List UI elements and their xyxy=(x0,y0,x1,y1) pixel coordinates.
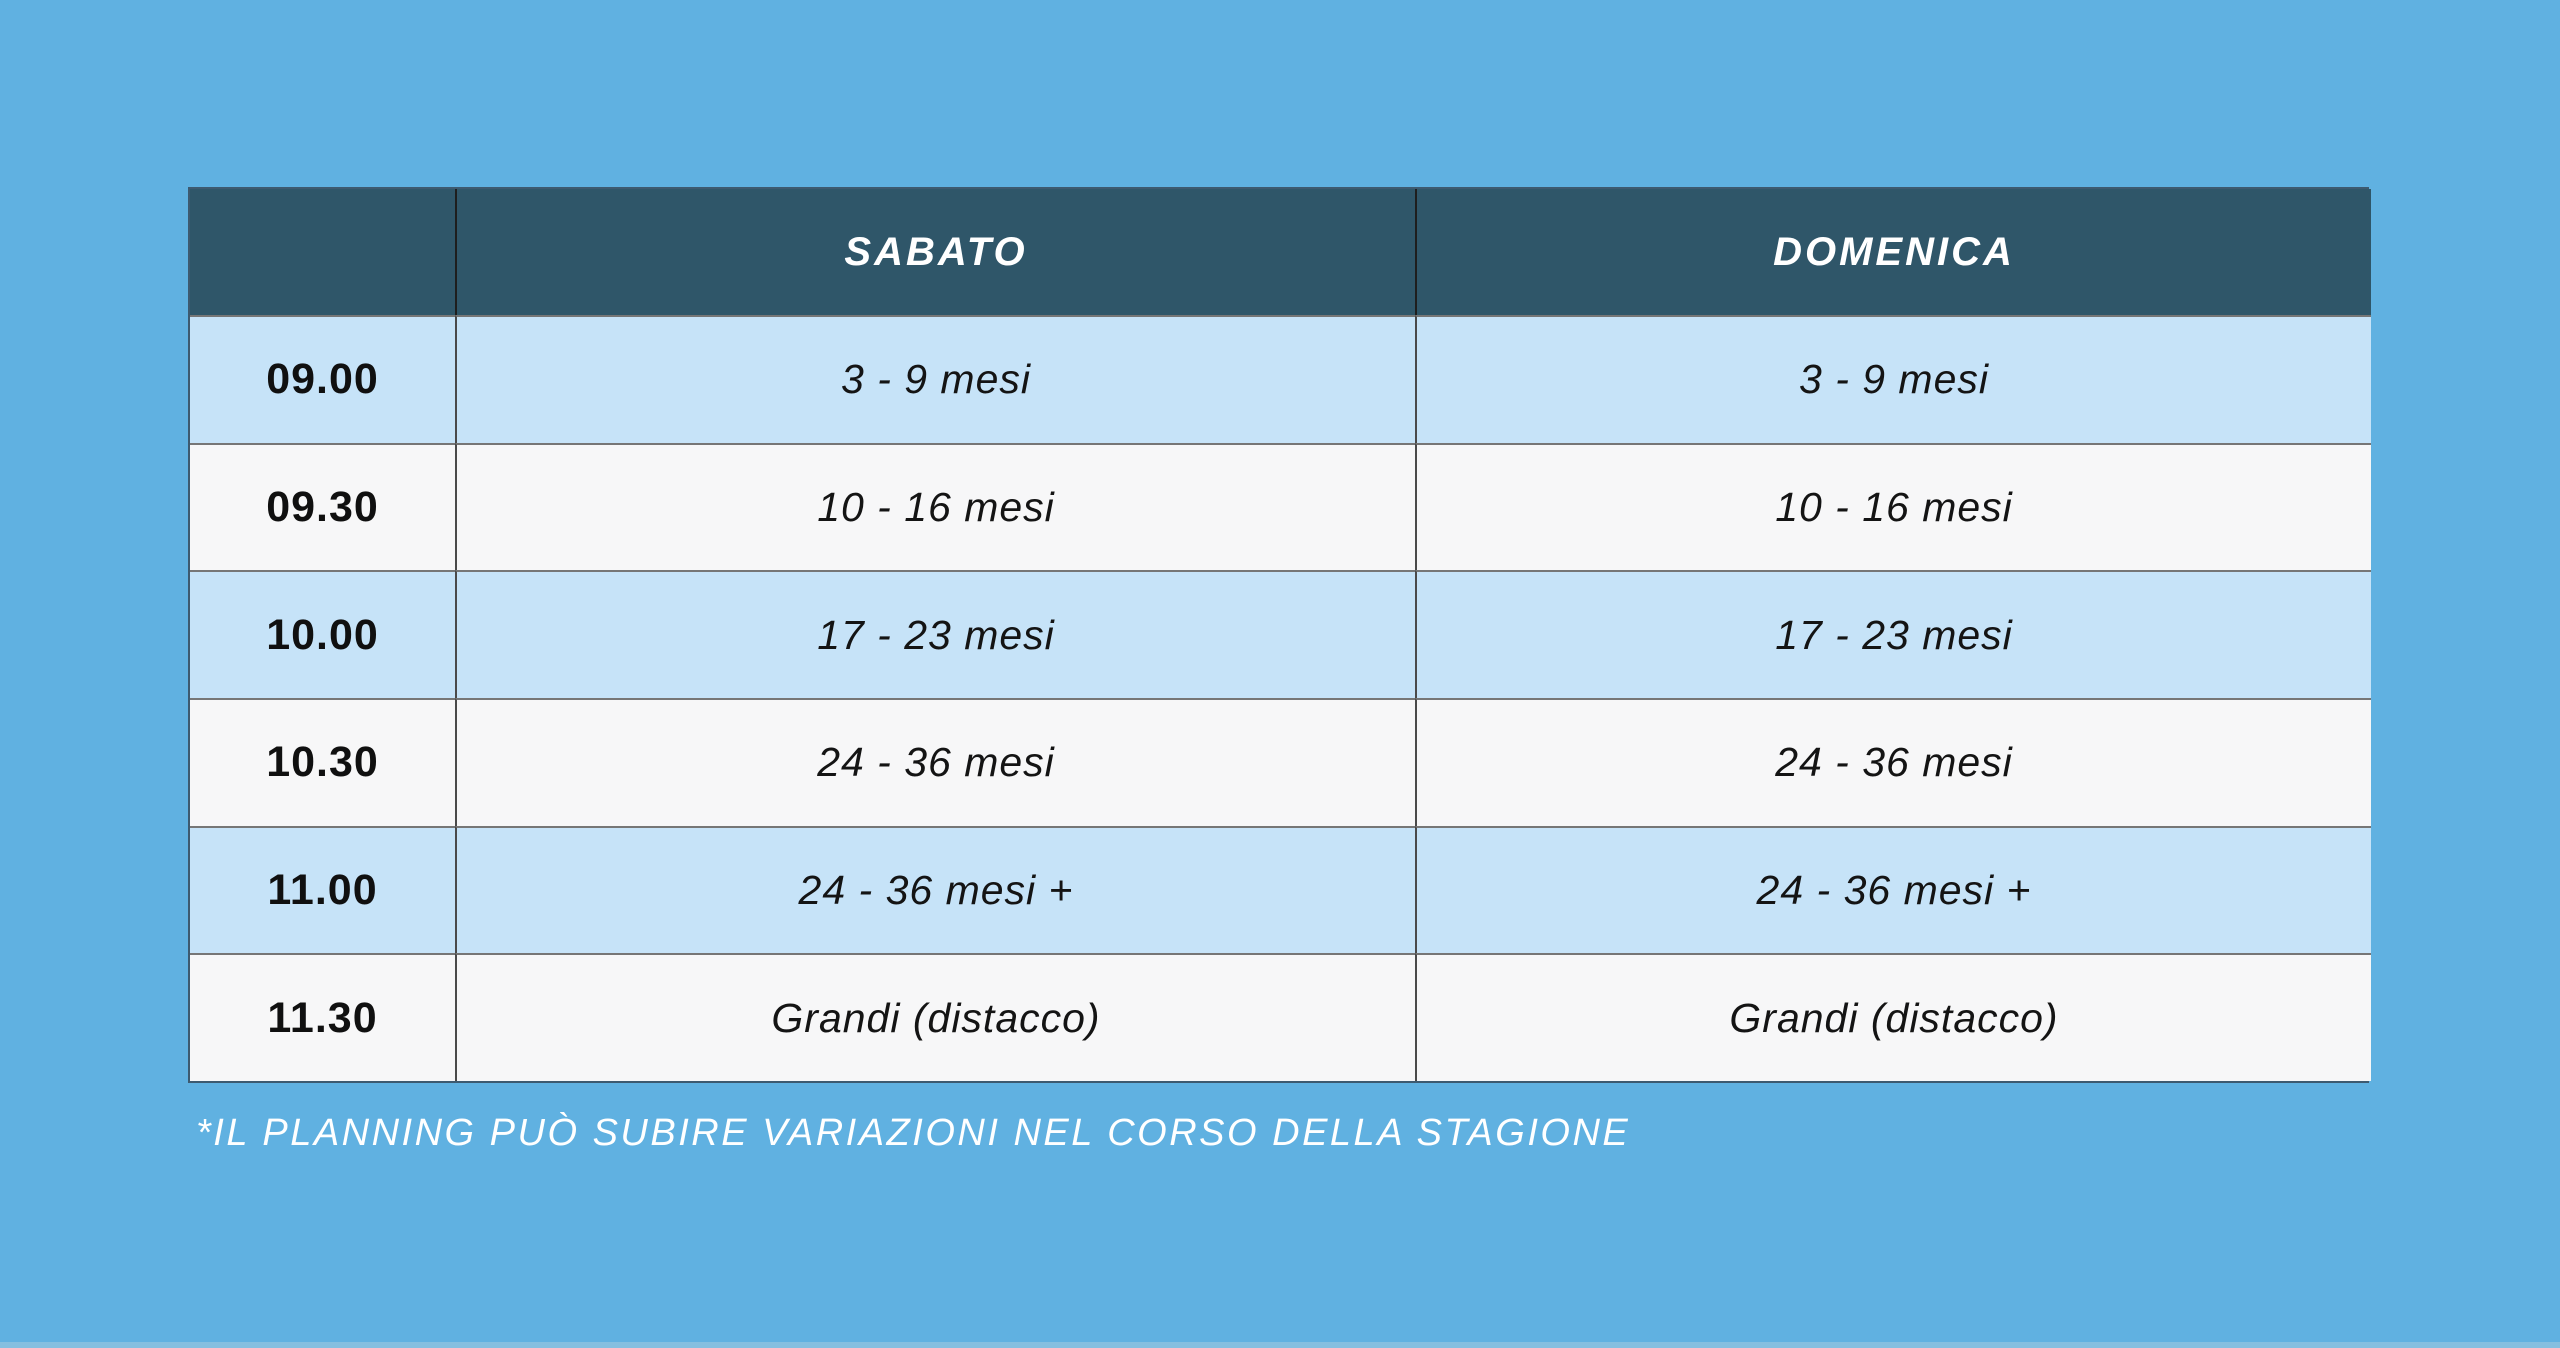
planning-table xyxy=(188,187,2369,1083)
domenica-slot-cell: 24 - 36 mesi xyxy=(1415,698,2371,826)
sabato-slot-cell: 24 - 36 mesi xyxy=(455,698,1415,826)
bottom-edge-strip xyxy=(0,1342,2560,1348)
domenica-slot-cell: 10 - 16 mesi xyxy=(1415,443,2371,571)
domenica-slot-cell: 24 - 36 mesi + xyxy=(1415,826,2371,954)
sabato-slot-cell: 17 - 23 mesi xyxy=(455,570,1415,698)
domenica-slot-cell: Grandi (distacco) xyxy=(1415,953,2371,1081)
domenica-slot-cell: 17 - 23 mesi xyxy=(1415,570,2371,698)
sabato-slot-cell: 10 - 16 mesi xyxy=(455,443,1415,571)
header-cell-domenica: DOMENICA xyxy=(1415,189,2371,315)
time-cell: 11.00 xyxy=(190,826,455,954)
time-cell: 10.30 xyxy=(190,698,455,826)
sabato-slot-cell: 3 - 9 mesi xyxy=(455,315,1415,443)
time-cell: 10.00 xyxy=(190,570,455,698)
time-cell: 09.30 xyxy=(190,443,455,571)
time-cell: 09.00 xyxy=(190,315,455,443)
time-cell: 11.30 xyxy=(190,953,455,1081)
sabato-slot-cell: Grandi (distacco) xyxy=(455,953,1415,1081)
header-cell-sabato: SABATO xyxy=(455,189,1415,315)
domenica-slot-cell: 3 - 9 mesi xyxy=(1415,315,2371,443)
sabato-slot-cell: 24 - 36 mesi + xyxy=(455,826,1415,954)
header-cell-empty xyxy=(190,189,455,315)
planning-disclaimer-note: *IL PLANNING PUÒ SUBIRE VARIAZIONI NEL CORSO DELLA STAGIONE xyxy=(196,1112,1631,1154)
